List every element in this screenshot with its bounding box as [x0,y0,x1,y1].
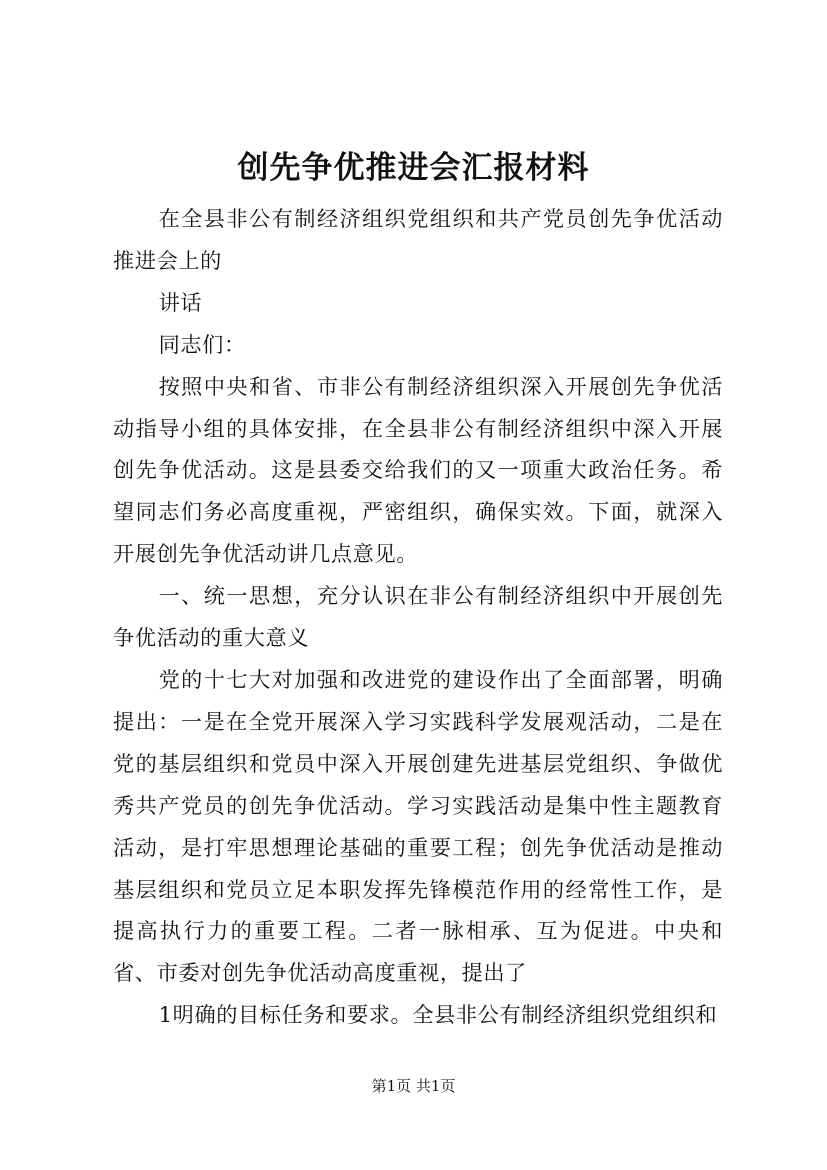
document-title: 创先争优推进会汇报材料 [237,150,590,186]
paragraph-opening: 按照中央和省、市非公有制经济组织深入开展创先争优活动指导小组的具体安排，在全县非公有制经济组织中深入开展创先争优活动。这是县委交给我们的又一项重大政治任务。希望同志们务必高度重视，严密组织，确保实效。下面，就深入开展创先争优活动讲几点意见。 [113,373,723,567]
document-body [113,198,723,1036]
page-footer: 第1页 共1页 [371,1077,456,1095]
paragraph-salutation: 同志们： [158,331,246,357]
paragraph-intro: 在全县非公有制经济组织党组织和共产党员创先争优活动推进会上的 [113,206,723,273]
paragraph-section-heading: 一、统一思想，充分认识在非公有制经济组织中开展创先争优活动的重大意义 [113,583,723,651]
paragraph-continuation: 1明确的目标任务和要求。全县非公有制经济组织党组织和 [158,1002,718,1028]
paragraph-speech-label: 讲话 [158,289,203,315]
paragraph-section-body: 党的十七大对加强和改进党的建设作出了全面部署，明确提出：一是在全党开展深入学习实践科学发展观活动，二是在党的基层组织和党员中深入开展创建先进基层党组织、争做优秀共产党员的创先争优活动。学习实践活动是集中性主题教育活动，是打牢思想理论基础的重要工程；创先争优活动是推动基层组织和党员立足本职发挥先锋模范作用的经常性工作，是提高执行力的重要工程。二者一脉相承、互为促进。中央和省、市委对创先争优活动高度重视，提出了 [113,666,723,986]
